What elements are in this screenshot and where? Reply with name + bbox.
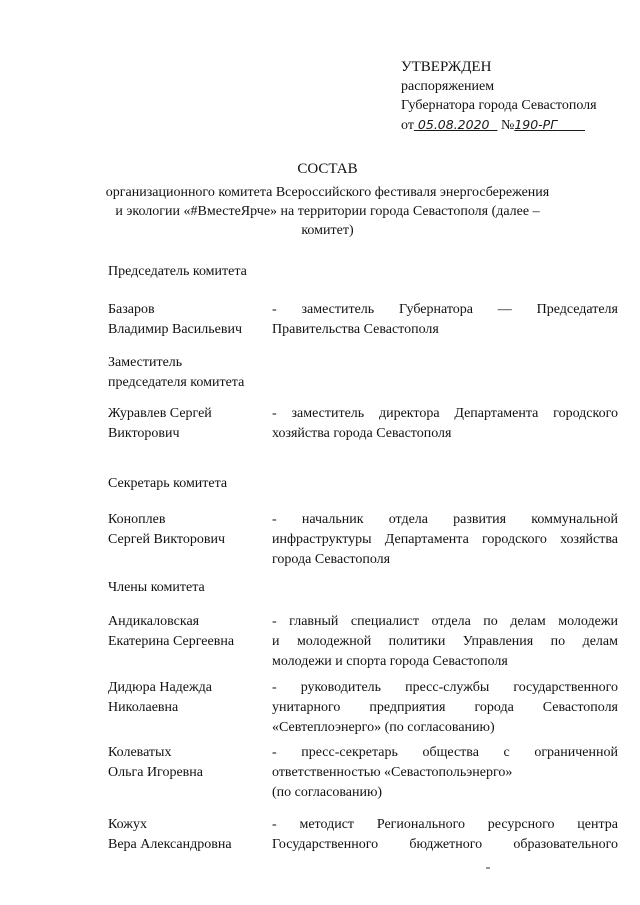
member-role: - главный специалист отдела по делам молодежи и молодежной политики Управления по делам молодежи и спорта города Севастополя bbox=[272, 614, 618, 669]
member-role: - заместитель Губернатора — Председателя Правительства Севастополя bbox=[272, 302, 618, 337]
section-members: Члены комитета bbox=[108, 580, 205, 595]
approval-from-label: от bbox=[401, 118, 414, 133]
approval-stamp bbox=[401, 58, 597, 135]
approval-line-2: Губернатора города Севастополя bbox=[401, 98, 597, 113]
title-line-3: комитет) bbox=[301, 223, 354, 238]
member-role: - заместитель директора Департамента городского хозяйства города Севастополя bbox=[272, 406, 618, 441]
member-name: Журавлев Сергей Викторович bbox=[108, 406, 212, 441]
member-role: - методист Регионального ресурсного центра Государственного бюджетного образовательного bbox=[272, 817, 618, 852]
member-name: Кожух Вера Александровна bbox=[108, 817, 232, 852]
section-deputy: Заместитель председателя комитета bbox=[108, 355, 245, 390]
approval-date-line bbox=[401, 115, 597, 135]
member-role: - пресс-секретарь общества с ограниченной ответственностью «Севастопольэнерго» (по согласованию) bbox=[272, 745, 618, 800]
title-line-2: и экологии «#ВместеЯрче» на территории города Севастополя (далее – bbox=[115, 204, 540, 219]
member-name: Дидюра Надежда Николаевна bbox=[108, 680, 213, 715]
member-name: Колеватых Ольга Игоревна bbox=[108, 745, 203, 780]
member-name: Базаров Владимир Васильевич bbox=[108, 302, 242, 337]
approval-date: 05.08.2020 bbox=[417, 117, 490, 132]
title-line-1: организационного комитета Всероссийского фестиваля энергосбережения bbox=[105, 185, 550, 200]
section-secretary: Секретарь комитета bbox=[108, 476, 228, 491]
member-role: - руководитель пресс-службы государственного унитарного предприятия города Севастополя «Севтеплоэнерго» (по согласованию) bbox=[272, 680, 618, 735]
scan-speck bbox=[486, 867, 490, 869]
section-chair: Председатель комитета bbox=[108, 264, 247, 279]
member-name: Коноплев Сергей Викторович bbox=[108, 512, 226, 547]
document-title bbox=[60, 160, 595, 240]
approval-number-label: № bbox=[500, 118, 515, 133]
approval-line-1: распоряжением bbox=[401, 79, 495, 94]
approval-heading: УТВЕРЖДЕН bbox=[401, 59, 492, 75]
approval-number: 190-РГ bbox=[514, 117, 558, 132]
member-role: - начальник отдела развития коммунальной инфраструктуры Департамента городского хозяйства города Севастополя bbox=[272, 512, 618, 567]
member-name: Андикаловская Екатерина Сергеевна bbox=[108, 614, 235, 649]
title-heading: СОСТАВ bbox=[297, 161, 358, 177]
